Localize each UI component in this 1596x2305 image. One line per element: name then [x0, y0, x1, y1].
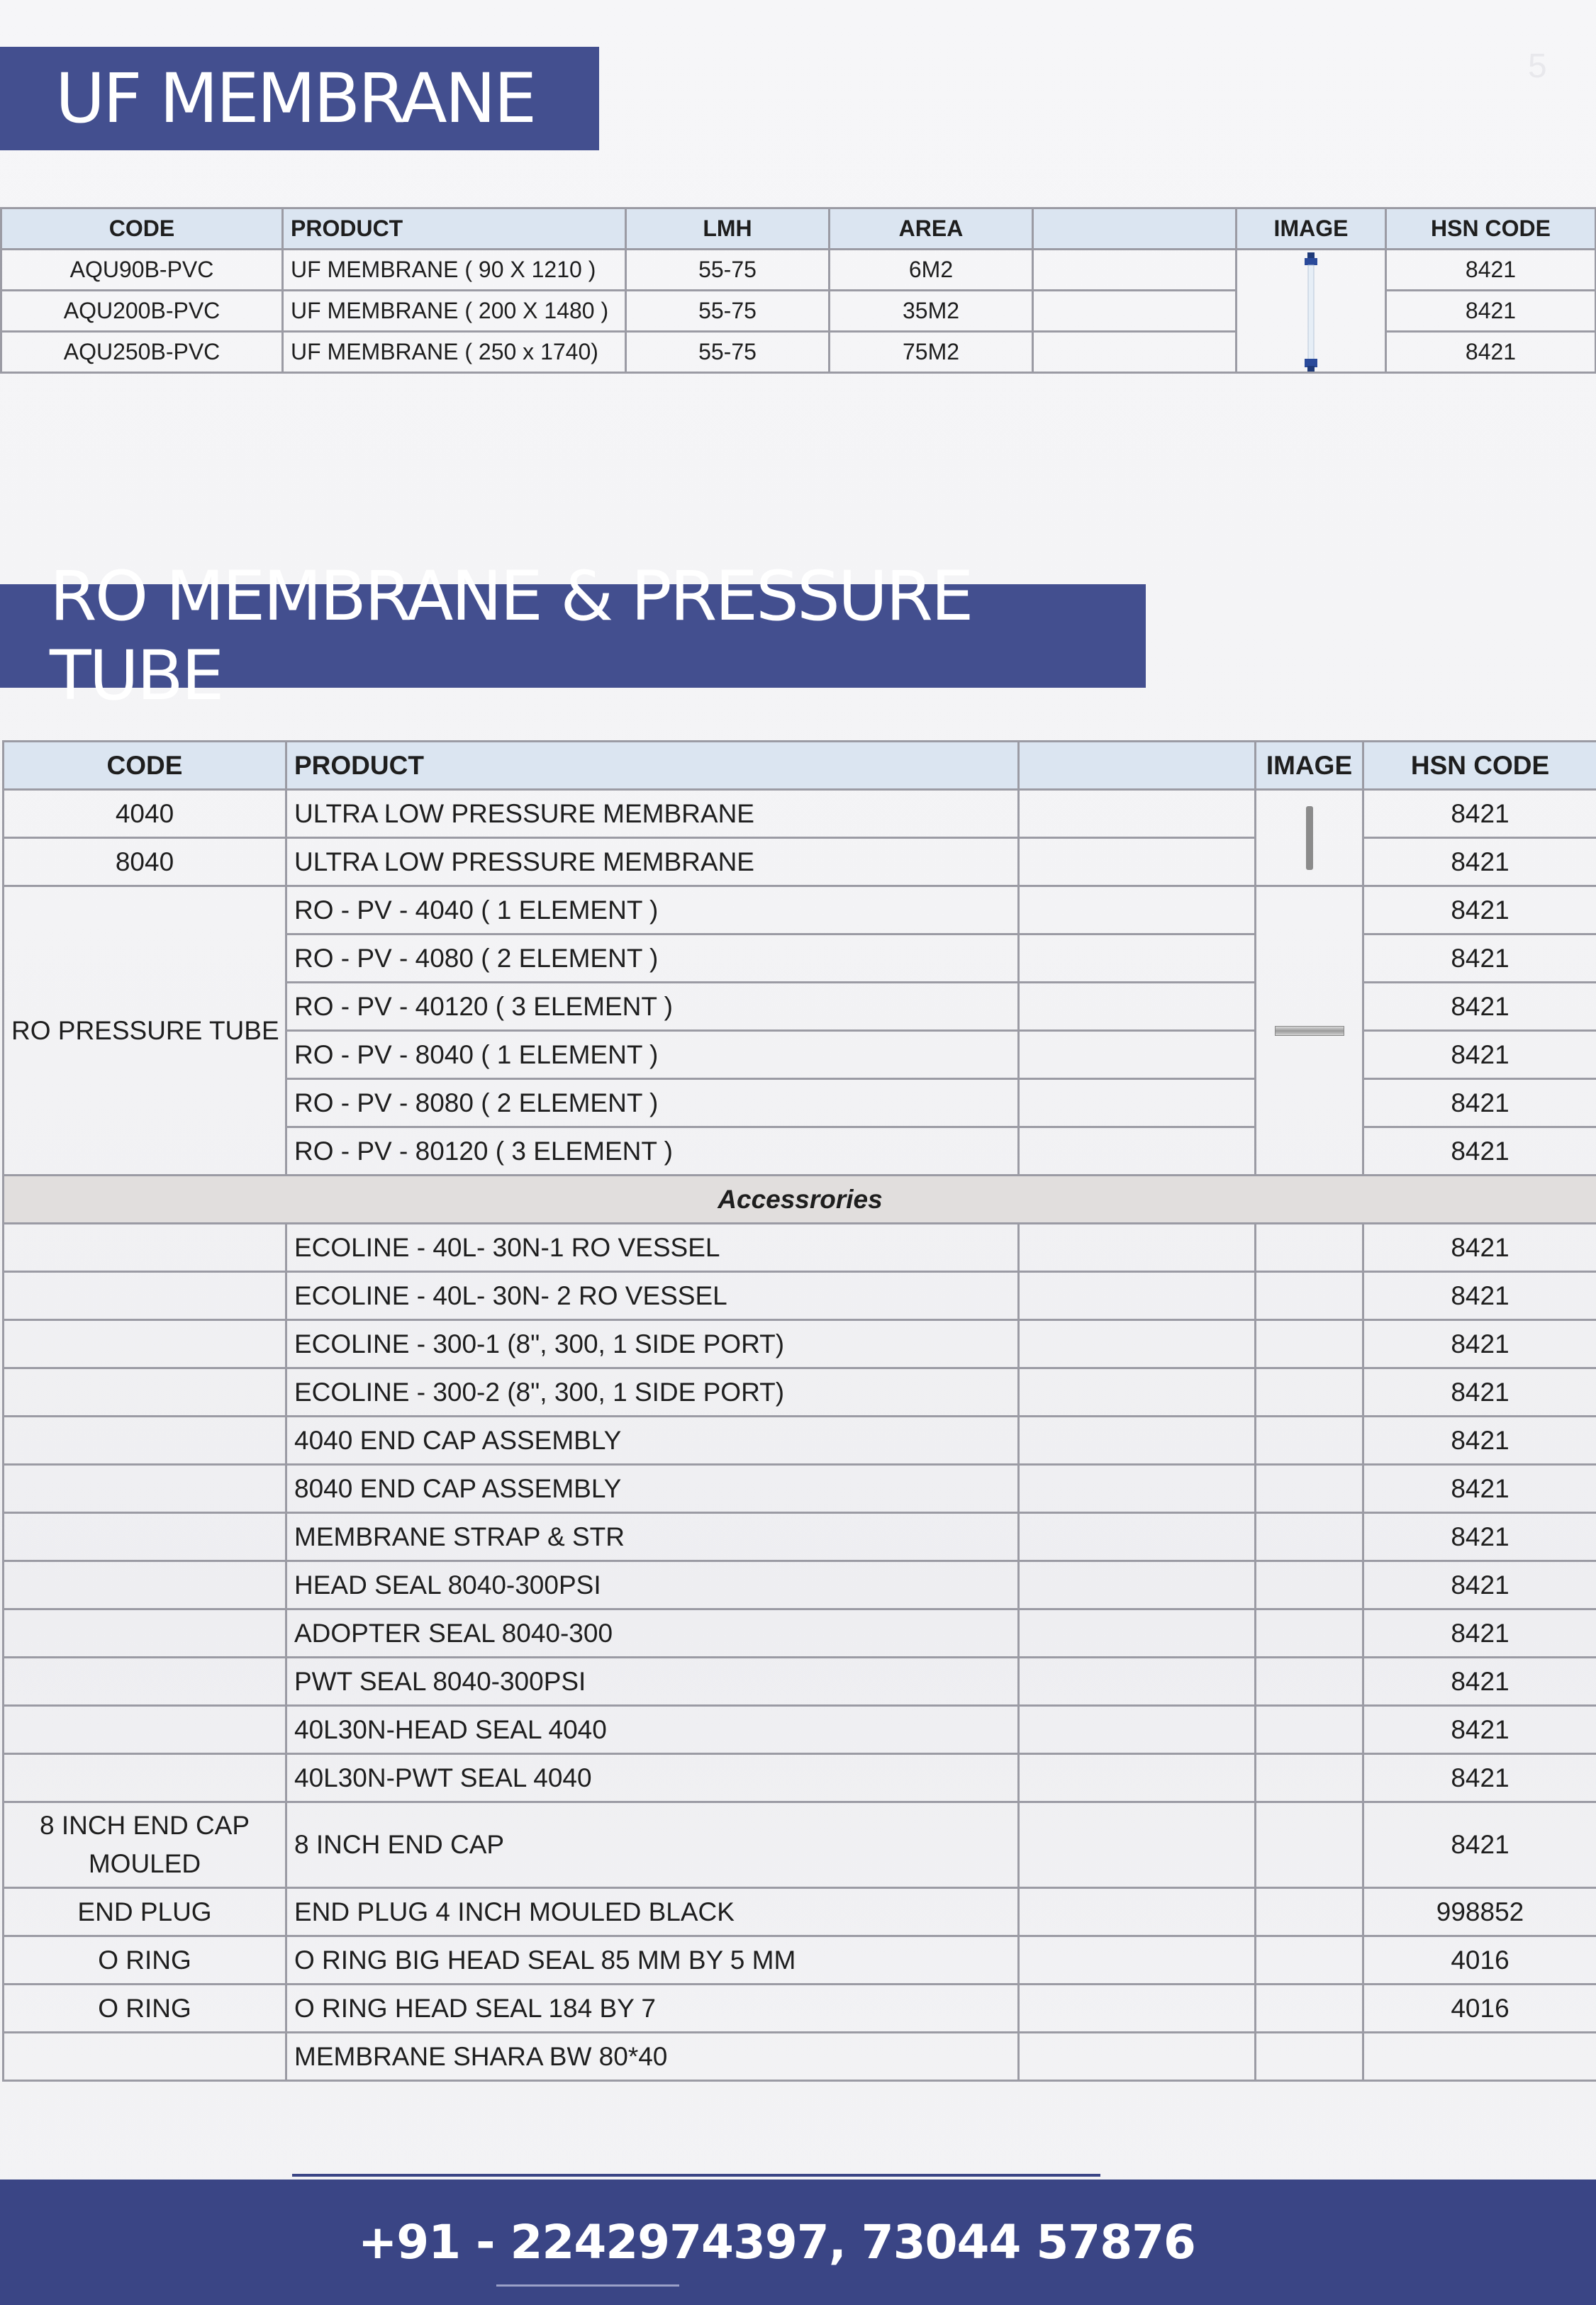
accessory-code-cell [4, 1706, 286, 1754]
ro-product-cell: RO - PV - 8040 ( 1 ELEMENT ) [286, 1031, 1019, 1079]
ro-header-image: IMAGE [1256, 742, 1363, 790]
ro-membrane-table [2, 740, 1596, 2082]
uf-blank-cell [1033, 332, 1237, 373]
accessory-image-cell [1256, 1417, 1363, 1465]
uf-section-title: UF MEMBRANE [55, 59, 535, 138]
ro-pressure-tube-image-cell [1256, 886, 1363, 1176]
table-row [4, 1320, 1596, 1368]
accessory-blank-cell [1019, 1417, 1256, 1465]
table-row [4, 1754, 1596, 1802]
uf-hsn-cell: 8421 [1386, 291, 1596, 332]
accessory-product-cell: ECOLINE - 300-2 (8", 300, 1 SIDE PORT) [286, 1368, 1019, 1417]
accessory-image-cell [1256, 1272, 1363, 1320]
ro-product-cell: RO - PV - 80120 ( 3 ELEMENT ) [286, 1127, 1019, 1176]
accessory-image-cell [1256, 1985, 1363, 2033]
table-row [1, 250, 1596, 291]
ro-pressure-tube-code-cell: RO PRESSURE TUBE [4, 886, 286, 1176]
ro-hsn-cell: 8421 [1363, 1079, 1596, 1127]
accessory-hsn-cell: 8421 [1363, 1417, 1596, 1465]
accessories-label: Accessrories [4, 1176, 1596, 1224]
uf-membrane-image [1303, 252, 1319, 373]
accessory-hsn-cell: 8421 [1363, 1320, 1596, 1368]
uf-header-image: IMAGE [1237, 208, 1386, 250]
ro-product-cell: RO - PV - 4080 ( 2 ELEMENT ) [286, 934, 1019, 983]
uf-product-cell: UF MEMBRANE ( 200 X 1480 ) [283, 291, 626, 332]
accessory-product-cell: O RING BIG HEAD SEAL 85 MM BY 5 MM [286, 1936, 1019, 1985]
accessory-image-cell [1256, 1802, 1363, 1888]
accessory-blank-cell [1019, 1658, 1256, 1706]
accessory-code-cell [4, 1513, 286, 1561]
uf-membrane-table [0, 207, 1596, 374]
accessory-product-cell: MEMBRANE STRAP & STR [286, 1513, 1019, 1561]
ro-membrane-image-cell [1256, 790, 1363, 886]
uf-header-lmh: LMH [626, 208, 830, 250]
accessory-image-cell [1256, 1513, 1363, 1561]
uf-code-cell: AQU200B-PVC [1, 291, 283, 332]
ro-code-cell: 8040 [4, 838, 286, 886]
uf-header-blank [1033, 208, 1237, 250]
uf-blank-cell [1033, 291, 1237, 332]
ro-header-product: PRODUCT [286, 742, 1019, 790]
accessory-code-cell [4, 1224, 286, 1272]
table-row [4, 1936, 1596, 1985]
accessory-blank-cell [1019, 1465, 1256, 1513]
footer-bar [0, 2180, 1596, 2305]
accessory-code-cell [4, 1754, 286, 1802]
ro-membrane-image [1306, 806, 1313, 870]
ro-blank-cell [1019, 838, 1256, 886]
accessory-image-cell [1256, 1465, 1363, 1513]
ro-blank-cell [1019, 1079, 1256, 1127]
uf-hsn-cell: 8421 [1386, 250, 1596, 291]
accessory-hsn-cell [1363, 2033, 1596, 2081]
accessory-hsn-cell: 8421 [1363, 1658, 1596, 1706]
ro-header-row [4, 742, 1596, 790]
accessory-blank-cell [1019, 1609, 1256, 1658]
accessory-image-cell [1256, 1706, 1363, 1754]
accessory-hsn-cell: 4016 [1363, 1985, 1596, 2033]
accessory-image-cell [1256, 1658, 1363, 1706]
footer-phone: +91 - 2242974397, 73044 57876 [358, 2215, 1195, 2270]
uf-lmh-cell: 55-75 [626, 250, 830, 291]
table-row [4, 1513, 1596, 1561]
table-row [4, 790, 1596, 838]
ro-product-cell: RO - PV - 40120 ( 3 ELEMENT ) [286, 983, 1019, 1031]
ro-hsn-cell: 8421 [1363, 838, 1596, 886]
table-row [4, 1985, 1596, 2033]
accessory-image-cell [1256, 1320, 1363, 1368]
accessory-hsn-cell: 8421 [1363, 1224, 1596, 1272]
accessory-product-cell: END PLUG 4 INCH MOULED BLACK [286, 1888, 1019, 1936]
accessory-code-cell [4, 1465, 286, 1513]
accessory-hsn-cell: 8421 [1363, 1754, 1596, 1802]
uf-lmh-cell: 55-75 [626, 332, 830, 373]
ro-membrane-banner [0, 557, 1146, 715]
ro-section-title: RO MEMBRANE & PRESSURE TUBE [50, 557, 972, 715]
table-row [4, 1417, 1596, 1465]
ro-product-cell: RO - PV - 8080 ( 2 ELEMENT ) [286, 1079, 1019, 1127]
accessory-code-cell: O RING [4, 1936, 286, 1985]
table-row [4, 1609, 1596, 1658]
accessory-blank-cell [1019, 1936, 1256, 1985]
accessory-product-cell: PWT SEAL 8040-300PSI [286, 1658, 1019, 1706]
accessory-image-cell [1256, 1561, 1363, 1609]
table-row [4, 1561, 1596, 1609]
accessory-blank-cell [1019, 2033, 1256, 2081]
accessories-header-row [4, 1176, 1596, 1224]
accessory-product-cell: HEAD SEAL 8040-300PSI [286, 1561, 1019, 1609]
accessory-product-cell: 40L30N-HEAD SEAL 4040 [286, 1706, 1019, 1754]
accessory-image-cell [1256, 1754, 1363, 1802]
uf-code-cell: AQU90B-PVC [1, 250, 283, 291]
accessory-code-cell [4, 1561, 286, 1609]
accessory-blank-cell [1019, 1272, 1256, 1320]
ro-blank-cell [1019, 1031, 1256, 1079]
accessory-product-cell: O RING HEAD SEAL 184 BY 7 [286, 1985, 1019, 2033]
ro-pressure-tube-image [1275, 1026, 1344, 1036]
table-row [4, 1802, 1596, 1888]
accessory-code-cell: O RING [4, 1985, 286, 2033]
uf-image-cell [1237, 250, 1386, 373]
ro-blank-cell [1019, 934, 1256, 983]
uf-membrane-banner [0, 47, 599, 150]
accessory-image-cell [1256, 1368, 1363, 1417]
ro-hsn-cell: 8421 [1363, 1127, 1596, 1176]
table-row [4, 1368, 1596, 1417]
footer-divider [496, 2284, 679, 2287]
accessory-hsn-cell: 998852 [1363, 1888, 1596, 1936]
footer-top-line [292, 2174, 1100, 2177]
page-number: 5 [1528, 48, 1547, 85]
accessory-hsn-cell: 4016 [1363, 1936, 1596, 1985]
uf-product-cell: UF MEMBRANE ( 90 X 1210 ) [283, 250, 626, 291]
accessory-code-cell [4, 1658, 286, 1706]
table-row [4, 2033, 1596, 2081]
ro-product-cell: ULTRA LOW PRESSURE MEMBRANE [286, 838, 1019, 886]
accessory-code-cell [4, 1609, 286, 1658]
accessory-image-cell [1256, 1936, 1363, 1985]
ro-blank-cell [1019, 790, 1256, 838]
accessory-blank-cell [1019, 1368, 1256, 1417]
uf-code-cell: AQU250B-PVC [1, 332, 283, 373]
ro-hsn-cell: 8421 [1363, 790, 1596, 838]
accessories-body [4, 1224, 1596, 2081]
accessory-hsn-cell: 8421 [1363, 1706, 1596, 1754]
accessory-blank-cell [1019, 1888, 1256, 1936]
accessory-blank-cell [1019, 1802, 1256, 1888]
uf-header-hsn: HSN CODE [1386, 208, 1596, 250]
accessory-hsn-cell: 8421 [1363, 1561, 1596, 1609]
ro-product-cell: ULTRA LOW PRESSURE MEMBRANE [286, 790, 1019, 838]
uf-area-cell: 6M2 [830, 250, 1033, 291]
ro-hsn-cell: 8421 [1363, 934, 1596, 983]
uf-product-cell: UF MEMBRANE ( 250 x 1740) [283, 332, 626, 373]
accessory-hsn-cell: 8421 [1363, 1368, 1596, 1417]
accessory-product-cell: 4040 END CAP ASSEMBLY [286, 1417, 1019, 1465]
accessory-blank-cell [1019, 1513, 1256, 1561]
ro-product-cell: RO - PV - 4040 ( 1 ELEMENT ) [286, 886, 1019, 934]
accessory-code-cell [4, 1368, 286, 1417]
accessory-image-cell [1256, 1888, 1363, 1936]
ro-hsn-cell: 8421 [1363, 886, 1596, 934]
uf-header-row [1, 208, 1596, 250]
accessory-product-cell: MEMBRANE SHARA BW 80*40 [286, 2033, 1019, 2081]
table-row [4, 1658, 1596, 1706]
accessory-code-cell: END PLUG [4, 1888, 286, 1936]
accessory-code-cell [4, 1320, 286, 1368]
ro-blank-cell [1019, 886, 1256, 934]
uf-area-cell: 35M2 [830, 291, 1033, 332]
table-row [4, 1224, 1596, 1272]
table-row [4, 1465, 1596, 1513]
accessory-product-cell: ADOPTER SEAL 8040-300 [286, 1609, 1019, 1658]
accessory-blank-cell [1019, 1320, 1256, 1368]
uf-lmh-cell: 55-75 [626, 291, 830, 332]
ro-header-blank [1019, 742, 1256, 790]
uf-hsn-cell: 8421 [1386, 332, 1596, 373]
table-row [4, 1272, 1596, 1320]
accessory-blank-cell [1019, 1224, 1256, 1272]
accessory-image-cell [1256, 2033, 1363, 2081]
ro-hsn-cell: 8421 [1363, 1031, 1596, 1079]
ro-blank-cell [1019, 1127, 1256, 1176]
uf-header-code: CODE [1, 208, 283, 250]
table-row [4, 886, 1596, 934]
ro-header-code: CODE [4, 742, 286, 790]
accessory-hsn-cell: 8421 [1363, 1465, 1596, 1513]
accessory-hsn-cell: 8421 [1363, 1609, 1596, 1658]
accessory-image-cell [1256, 1609, 1363, 1658]
ro-hsn-cell: 8421 [1363, 983, 1596, 1031]
uf-area-cell: 75M2 [830, 332, 1033, 373]
accessory-product-cell: ECOLINE - 40L- 30N-1 RO VESSEL [286, 1224, 1019, 1272]
accessory-product-cell: 8040 END CAP ASSEMBLY [286, 1465, 1019, 1513]
uf-header-product: PRODUCT [283, 208, 626, 250]
accessory-blank-cell [1019, 1706, 1256, 1754]
accessory-product-cell: 40L30N-PWT SEAL 4040 [286, 1754, 1019, 1802]
ro-code-cell: 4040 [4, 790, 286, 838]
accessory-product-cell: ECOLINE - 300-1 (8", 300, 1 SIDE PORT) [286, 1320, 1019, 1368]
accessory-hsn-cell: 8421 [1363, 1802, 1596, 1888]
accessory-code-cell [4, 1417, 286, 1465]
accessory-hsn-cell: 8421 [1363, 1513, 1596, 1561]
accessory-product-cell: ECOLINE - 40L- 30N- 2 RO VESSEL [286, 1272, 1019, 1320]
accessory-blank-cell [1019, 1985, 1256, 2033]
uf-header-area: AREA [830, 208, 1033, 250]
accessory-code-cell: 8 INCH END CAP MOULED [4, 1802, 286, 1888]
accessory-blank-cell [1019, 1754, 1256, 1802]
uf-blank-cell [1033, 250, 1237, 291]
accessory-code-cell [4, 2033, 286, 2081]
accessory-product-cell: 8 INCH END CAP [286, 1802, 1019, 1888]
table-row [4, 1888, 1596, 1936]
accessory-blank-cell [1019, 1561, 1256, 1609]
accessory-image-cell [1256, 1224, 1363, 1272]
ro-header-hsn: HSN CODE [1363, 742, 1596, 790]
accessory-code-cell [4, 1272, 286, 1320]
table-row [4, 1706, 1596, 1754]
ro-blank-cell [1019, 983, 1256, 1031]
accessory-hsn-cell: 8421 [1363, 1272, 1596, 1320]
